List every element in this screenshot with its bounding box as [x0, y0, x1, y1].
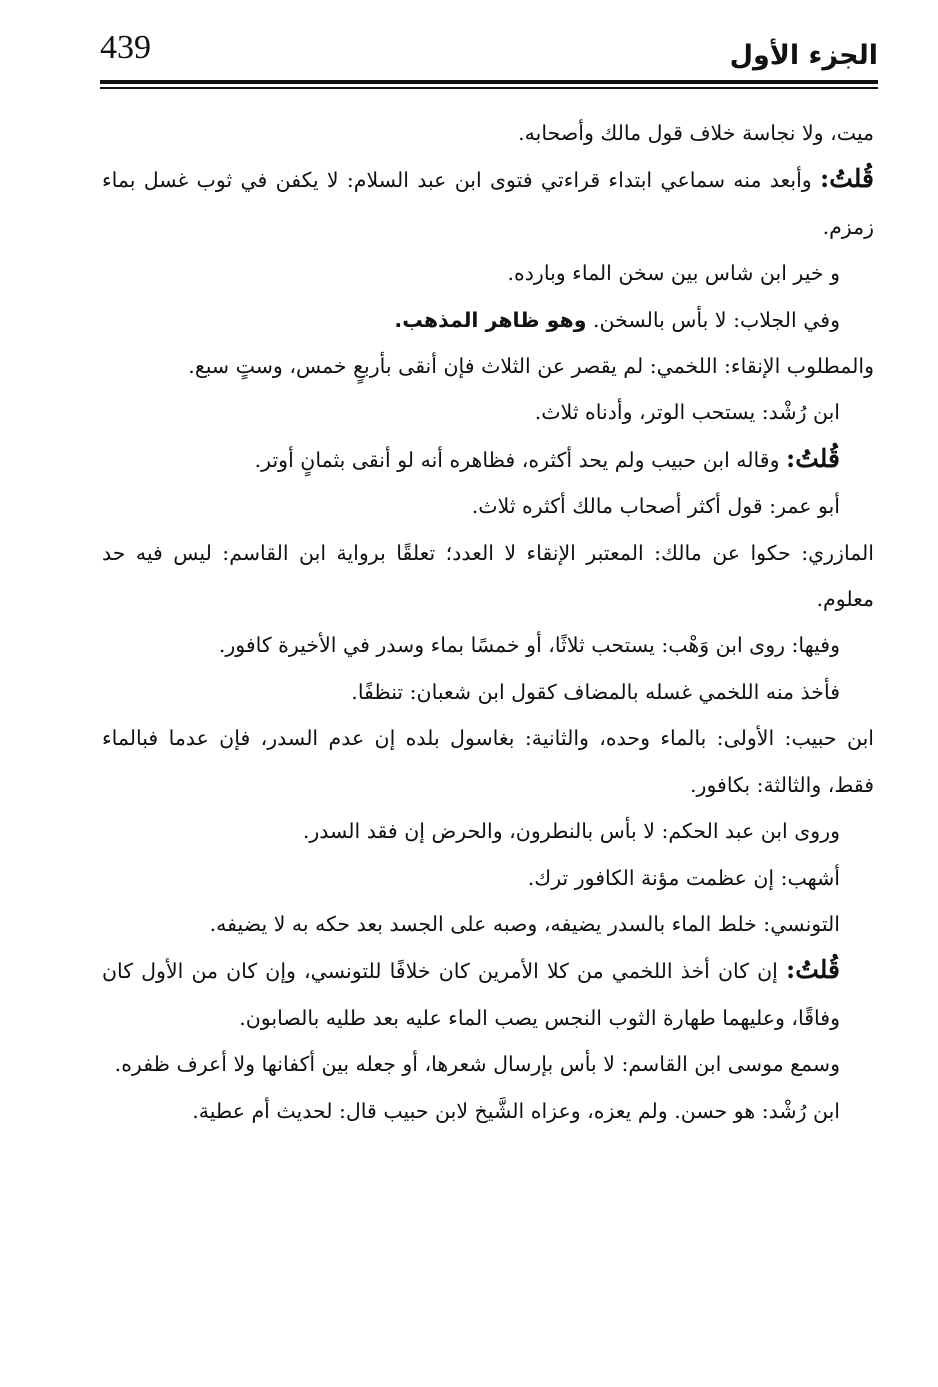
paragraph	[102, 343, 874, 389]
paragraph-text: والمطلوب الإنقاء: اللخمي: لم يقصر عن الثلاث فإن أنقى بأربعٍ خمس، وستٍ سبع.	[188, 354, 874, 379]
paragraph	[102, 947, 874, 1041]
header-rule-thin	[100, 87, 878, 89]
paragraph	[102, 389, 874, 435]
paragraph-text: وقاله ابن حبيب ولم يحد أكثره، فظاهره أنه لو أنقى بثمانٍ أوتر.	[254, 447, 786, 472]
paragraph	[102, 436, 874, 483]
paragraph-text: المازري: حكوا عن مالك: المعتبر الإنقاء لا العدد؛ تعلقًا برواية ابن القاسم: ليس فيه حد معلوم.	[102, 540, 874, 612]
paragraph-lead: قُلتُ:	[785, 443, 840, 473]
paragraph-lead: قُلتُ:	[819, 164, 874, 194]
paragraph-text: إن كان أخذ اللخمي من كلا الأمرين كان خلافًا للتونسي، وإن كان من الأول كان وفاقًا، وعليهما طهارة الثوب النجس يصب الماء عليه بعد طليه بالصابون.	[102, 959, 840, 1030]
running-title: الجزء الأول	[729, 40, 878, 71]
paragraph-text: ابن حبيب: الأولى: بالماء وحده، والثانية: بغاسول بلده إن عدم السدر، فإن عدما فبالماء فقط، والثالثة: بكافور.	[102, 726, 874, 797]
paragraph	[102, 622, 874, 668]
paragraph	[102, 297, 874, 343]
paragraph	[102, 669, 874, 715]
paragraph-text: وأبعد منه سماعي ابتداء قراءتي فتوى ابن عبد السلام: لا يكفن في ثوب غسل بماء زمزم.	[102, 168, 874, 239]
paragraph	[102, 483, 874, 529]
paragraph	[102, 530, 874, 623]
paragraph	[102, 808, 874, 854]
paragraph-text: و خير ابن شاس بين سخن الماء وبارده.	[507, 261, 840, 286]
paragraph	[102, 1088, 874, 1134]
paragraph	[102, 855, 874, 901]
body-text	[102, 110, 874, 1134]
page-header	[100, 28, 878, 80]
paragraph-text: وروى ابن عبد الحكم: لا بأس بالنطرون، والحرض إن فقد السدر.	[302, 819, 840, 844]
page-number: 439	[100, 29, 151, 66]
paragraph	[102, 156, 874, 250]
paragraph-text: ابن رُشْد: هو حسن. ولم يعزه، وعزاه الشَّيخ لابن حبيب قال: لحديث أم عطية.	[192, 1098, 840, 1123]
paragraph-text: وفيها: روى ابن وَهْب: يستحب ثلاثًا، أو خمسًا بماء وسدر في الأخيرة كافور.	[218, 633, 840, 658]
paragraph	[102, 901, 874, 947]
paragraph-text: ابن رُشْد: يستحب الوتر، وأدناه ثلاث.	[534, 400, 840, 425]
paragraph-text: وفي الجلاب: لا بأس بالسخن.	[586, 307, 840, 332]
paragraph-text: التونسي: خلط الماء بالسدر يضيفه، وصبه على الجسد بعد حكه به لا يضيفه.	[209, 911, 840, 936]
paragraph-text: ميت، ولا نجاسة خلاف قول مالك وأصحابه.	[518, 121, 874, 145]
paragraph-emphasis: وهو ظاهر المذهب.	[394, 307, 587, 332]
paragraph-text: وسمع موسى ابن القاسم: لا بأس بإرسال شعرها، أو جعله بين أكفانها ولا أعرف ظفره.	[114, 1052, 840, 1077]
paragraph	[102, 715, 874, 808]
paragraph	[102, 250, 874, 296]
paragraph-text: أشهب: إن عظمت مؤنة الكافور ترك.	[527, 865, 840, 890]
paragraph-text: فأخذ منه اللخمي غسله بالمضاف كقول ابن شعبان: تنظفًا.	[351, 679, 840, 704]
paragraph-text: أبو عمر: قول أكثر أصحاب مالك أكثره ثلاث.	[471, 494, 840, 519]
paragraph	[102, 110, 874, 156]
paragraph-lead: قُلتُ:	[785, 955, 840, 985]
paragraph	[102, 1041, 874, 1087]
header-rule-thick	[100, 80, 878, 84]
